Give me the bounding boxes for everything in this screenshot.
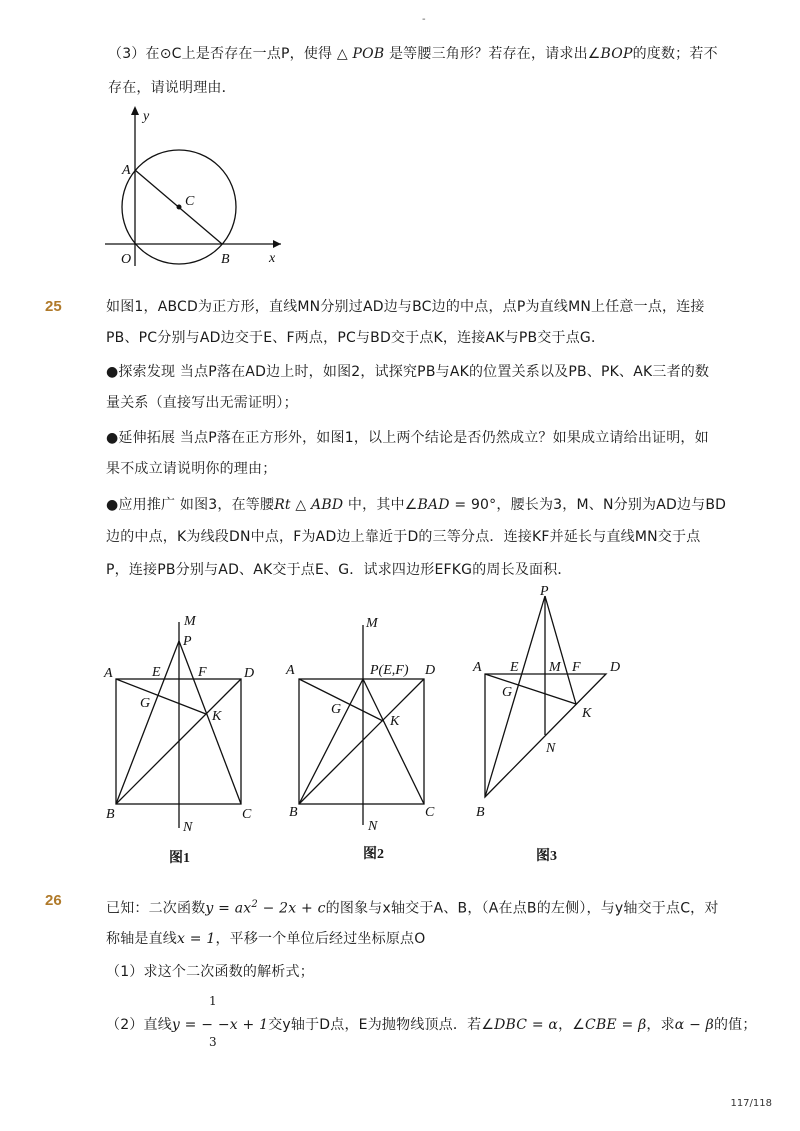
q25-line-3: ●探索发现 当点P落在AD边上时，如图2，试探究PB与AK的位置关系以及PB、PK、AK三者的数 (106, 364, 710, 380)
fig2-line-pc (363, 679, 424, 804)
page-number: 117/118 (730, 1098, 772, 1109)
q26-line-4: （2）直线y = − −x + 1交y轴于D点，E为抛物线顶点．若∠DBC = α，∠CBE = β，求α − β的值； (106, 1017, 757, 1033)
fig1-label-g: G (140, 696, 151, 711)
fig2-label-m: M (366, 616, 378, 631)
label-x: x (269, 251, 276, 266)
fig2-caption: 图2 (363, 847, 384, 862)
q25-line-5: ●延伸拓展 当点P落在正方形外，如图1，以上两个结论是否仍然成立？如果成立请给出证明，如 (106, 430, 709, 446)
fig3-label-p: P (540, 584, 549, 599)
fig3-line-pk (545, 596, 576, 704)
fig3-line-ak (485, 674, 576, 704)
fig1-caption: 图1 (169, 851, 190, 866)
fig1-label-m: M (184, 614, 196, 629)
fig2-label-b: B (289, 805, 298, 820)
label-o: O (121, 252, 132, 267)
q24-line-1: （3）在⊙C上是否存在一点P，使得 △ POB 是等腰三角形？若存在，请求出∠BOP的度数；若不 (108, 46, 718, 62)
fig2-label-c: C (425, 805, 435, 820)
fraction-denominator: 3 (209, 1035, 217, 1049)
fig3-label-g: G (502, 685, 513, 700)
fig1-label-f: F (198, 665, 207, 680)
fig1-label-e: E (152, 665, 161, 680)
fig1-label-a: A (104, 666, 113, 681)
fig1-label-b: B (106, 807, 115, 822)
fig1-line-pc (179, 641, 241, 804)
q26-line-3: （1）求这个二次函数的解析式； (106, 964, 314, 980)
q25-line-2: PB、PC分别与AD边交于E、F两点，PC与BD交于点K，连接AK与PB交于点G． (106, 330, 606, 346)
fig1-label-p: P (183, 634, 192, 649)
fig2-label-pef: P(E,F) (370, 663, 409, 678)
figure-1 (116, 622, 241, 828)
q26-number: 26 (45, 892, 62, 909)
fig2-label-n: N (368, 819, 378, 834)
fraction-numerator: 1 (209, 994, 217, 1008)
fig3-label-k: K (582, 706, 592, 721)
q25-line-9: P，连接PB分别与AD、AK交于点E、G．试求四边形EFKG的周长及面积． (106, 562, 572, 578)
q25-line-8: 边的中点，K为线段DN中点，F为AD边上靠近于D的三等分点．连接KF并延长与直线MN交于点 (106, 529, 701, 545)
fig3-label-b: B (476, 805, 485, 820)
label-c: C (185, 194, 195, 209)
q25-line-4: 量关系（直接写出无需证明）； (106, 395, 298, 411)
fig1-line-ak (116, 679, 206, 714)
fig3-label-e: E (510, 660, 519, 675)
fig3-label-a: A (473, 660, 482, 675)
fig2-line-pb (299, 679, 363, 804)
fig1-label-k: K (212, 709, 222, 724)
fig3-label-d: D (610, 660, 621, 675)
q25-line-6: 果不成立请说明你的理由； (106, 461, 277, 477)
fig2-label-a: A (286, 663, 295, 678)
fig3-label-m: M (549, 660, 561, 675)
fig2-label-d: D (425, 663, 436, 678)
figure-2 (299, 625, 424, 825)
label-b: B (221, 252, 230, 267)
header-mark: - (422, 14, 426, 25)
fig3-label-f: F (572, 660, 581, 675)
label-y: y (143, 109, 150, 124)
center-point (177, 205, 182, 210)
q25-line-1: 如图1，ABCD为正方形，直线MN分别过AD边与BC边的中点，点P为直线MN上任意一点，连接 (106, 299, 705, 315)
fig3-label-n: N (546, 741, 556, 756)
fig1-label-c: C (242, 807, 252, 822)
fig3-caption: 图3 (536, 849, 557, 864)
label-a: A (122, 163, 131, 178)
fig2-label-k: K (390, 714, 400, 729)
fig2-label-g: G (331, 702, 342, 717)
q25-number: 25 (45, 298, 62, 315)
square-figures (0, 580, 800, 840)
fig1-label-n: N (183, 820, 193, 835)
q25-line-7: ●应用推广 如图3，在等腰Rt △ ABD 中，其中∠BAD = 90°，腰长为3，M、N分别为AD边与BD (106, 497, 727, 513)
fig1-line-pb (116, 641, 179, 804)
q26-line-1: 已知：二次函数$y = ax^2 - 2x + c$的图象与x轴交于A、B，（A在点B的左侧），与y轴交于点C，对 (106, 899, 719, 917)
fig2-line-bd (299, 679, 424, 804)
fig1-label-d: D (244, 666, 255, 681)
circle-figure (95, 100, 295, 270)
q24-line-2: 存在，请说明理由． (108, 80, 236, 96)
q26-line-2: 称轴是直线x = 1，平移一个单位后经过坐标原点O (106, 931, 426, 947)
